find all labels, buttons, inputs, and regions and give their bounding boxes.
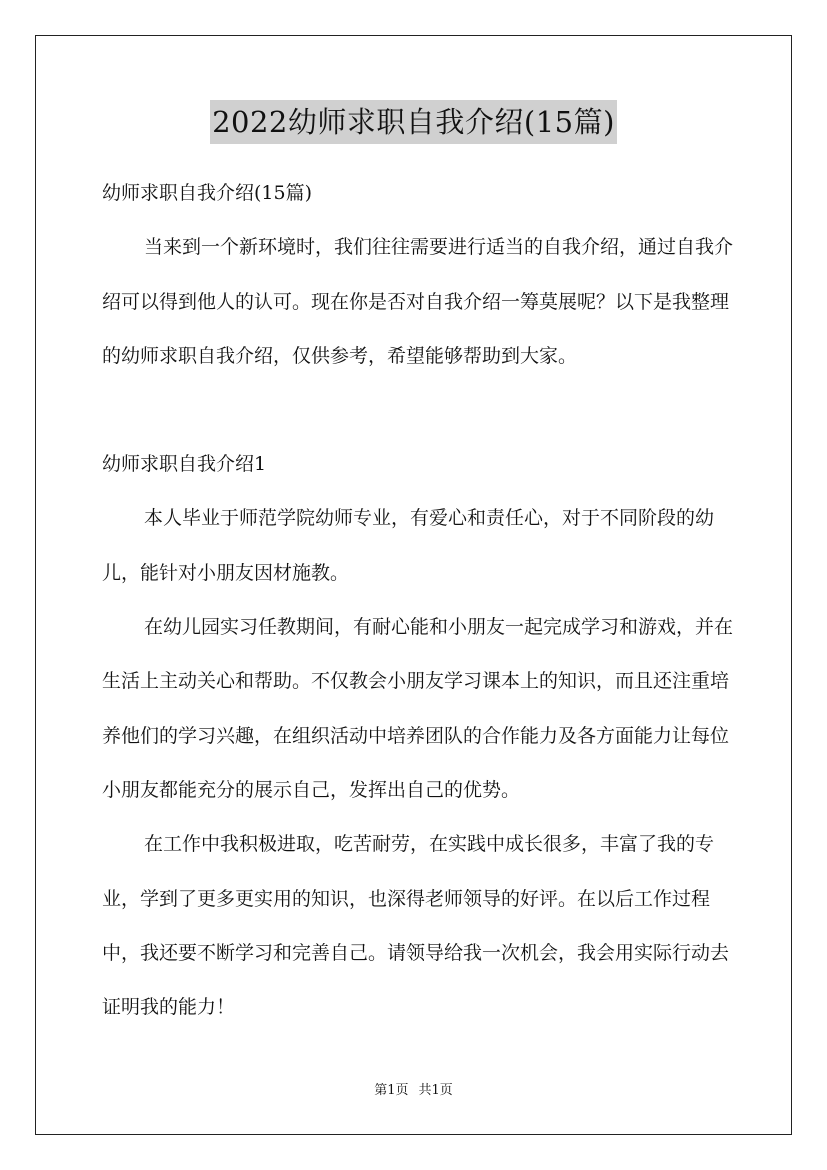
body-paragraph: 在幼儿园实习任教期间，有耐心能和小朋友一起完成学习和游戏，并在生活上主动关心和帮助。不仅教会小朋友学习课本上的知识，而且还注重培养他们的学习兴趣，在组织活动中培养团队的合作能力及各方面能力让每位小朋友都能充分的展示自己，发挥出自己的优势。 <box>102 616 734 801</box>
intro-paragraph: 当来到一个新环境时，我们往往需要进行适当的自我介绍，通过自我介绍可以得到他人的认可。现在你是否对自我介绍一筹莫展呢？以下是我整理的幼师求职自我介绍，仅供参考，希望能够帮助到大家。 <box>102 236 734 367</box>
section-heading: 幼师求职自我介绍1 <box>102 453 267 476</box>
title-container <box>0 100 827 144</box>
page-number: 第1页 <box>374 1083 409 1098</box>
page-total: 共1页 <box>418 1083 453 1098</box>
body-paragraph: 在工作中我积极进取，吃苦耐劳，在实践中成长很多，丰富了我的专业，学到了更多更实用的知识，也深得老师领导的好评。在以后工作过程中，我还要不断学习和完善自己。请领导给我一次机会，我会用实际行动去证明我的能力！ <box>102 833 730 1019</box>
document-subtitle: 幼师求职自我介绍(15篇) <box>102 182 313 204</box>
document-body <box>102 166 742 1034</box>
page-footer <box>0 1082 827 1100</box>
document-title: 2022幼师求职自我介绍(15篇) <box>210 100 617 144</box>
body-paragraph: 本人毕业于师范学院幼师专业，有爱心和责任心，对于不同阶段的幼儿，能针对小朋友因材施教。 <box>102 507 715 584</box>
